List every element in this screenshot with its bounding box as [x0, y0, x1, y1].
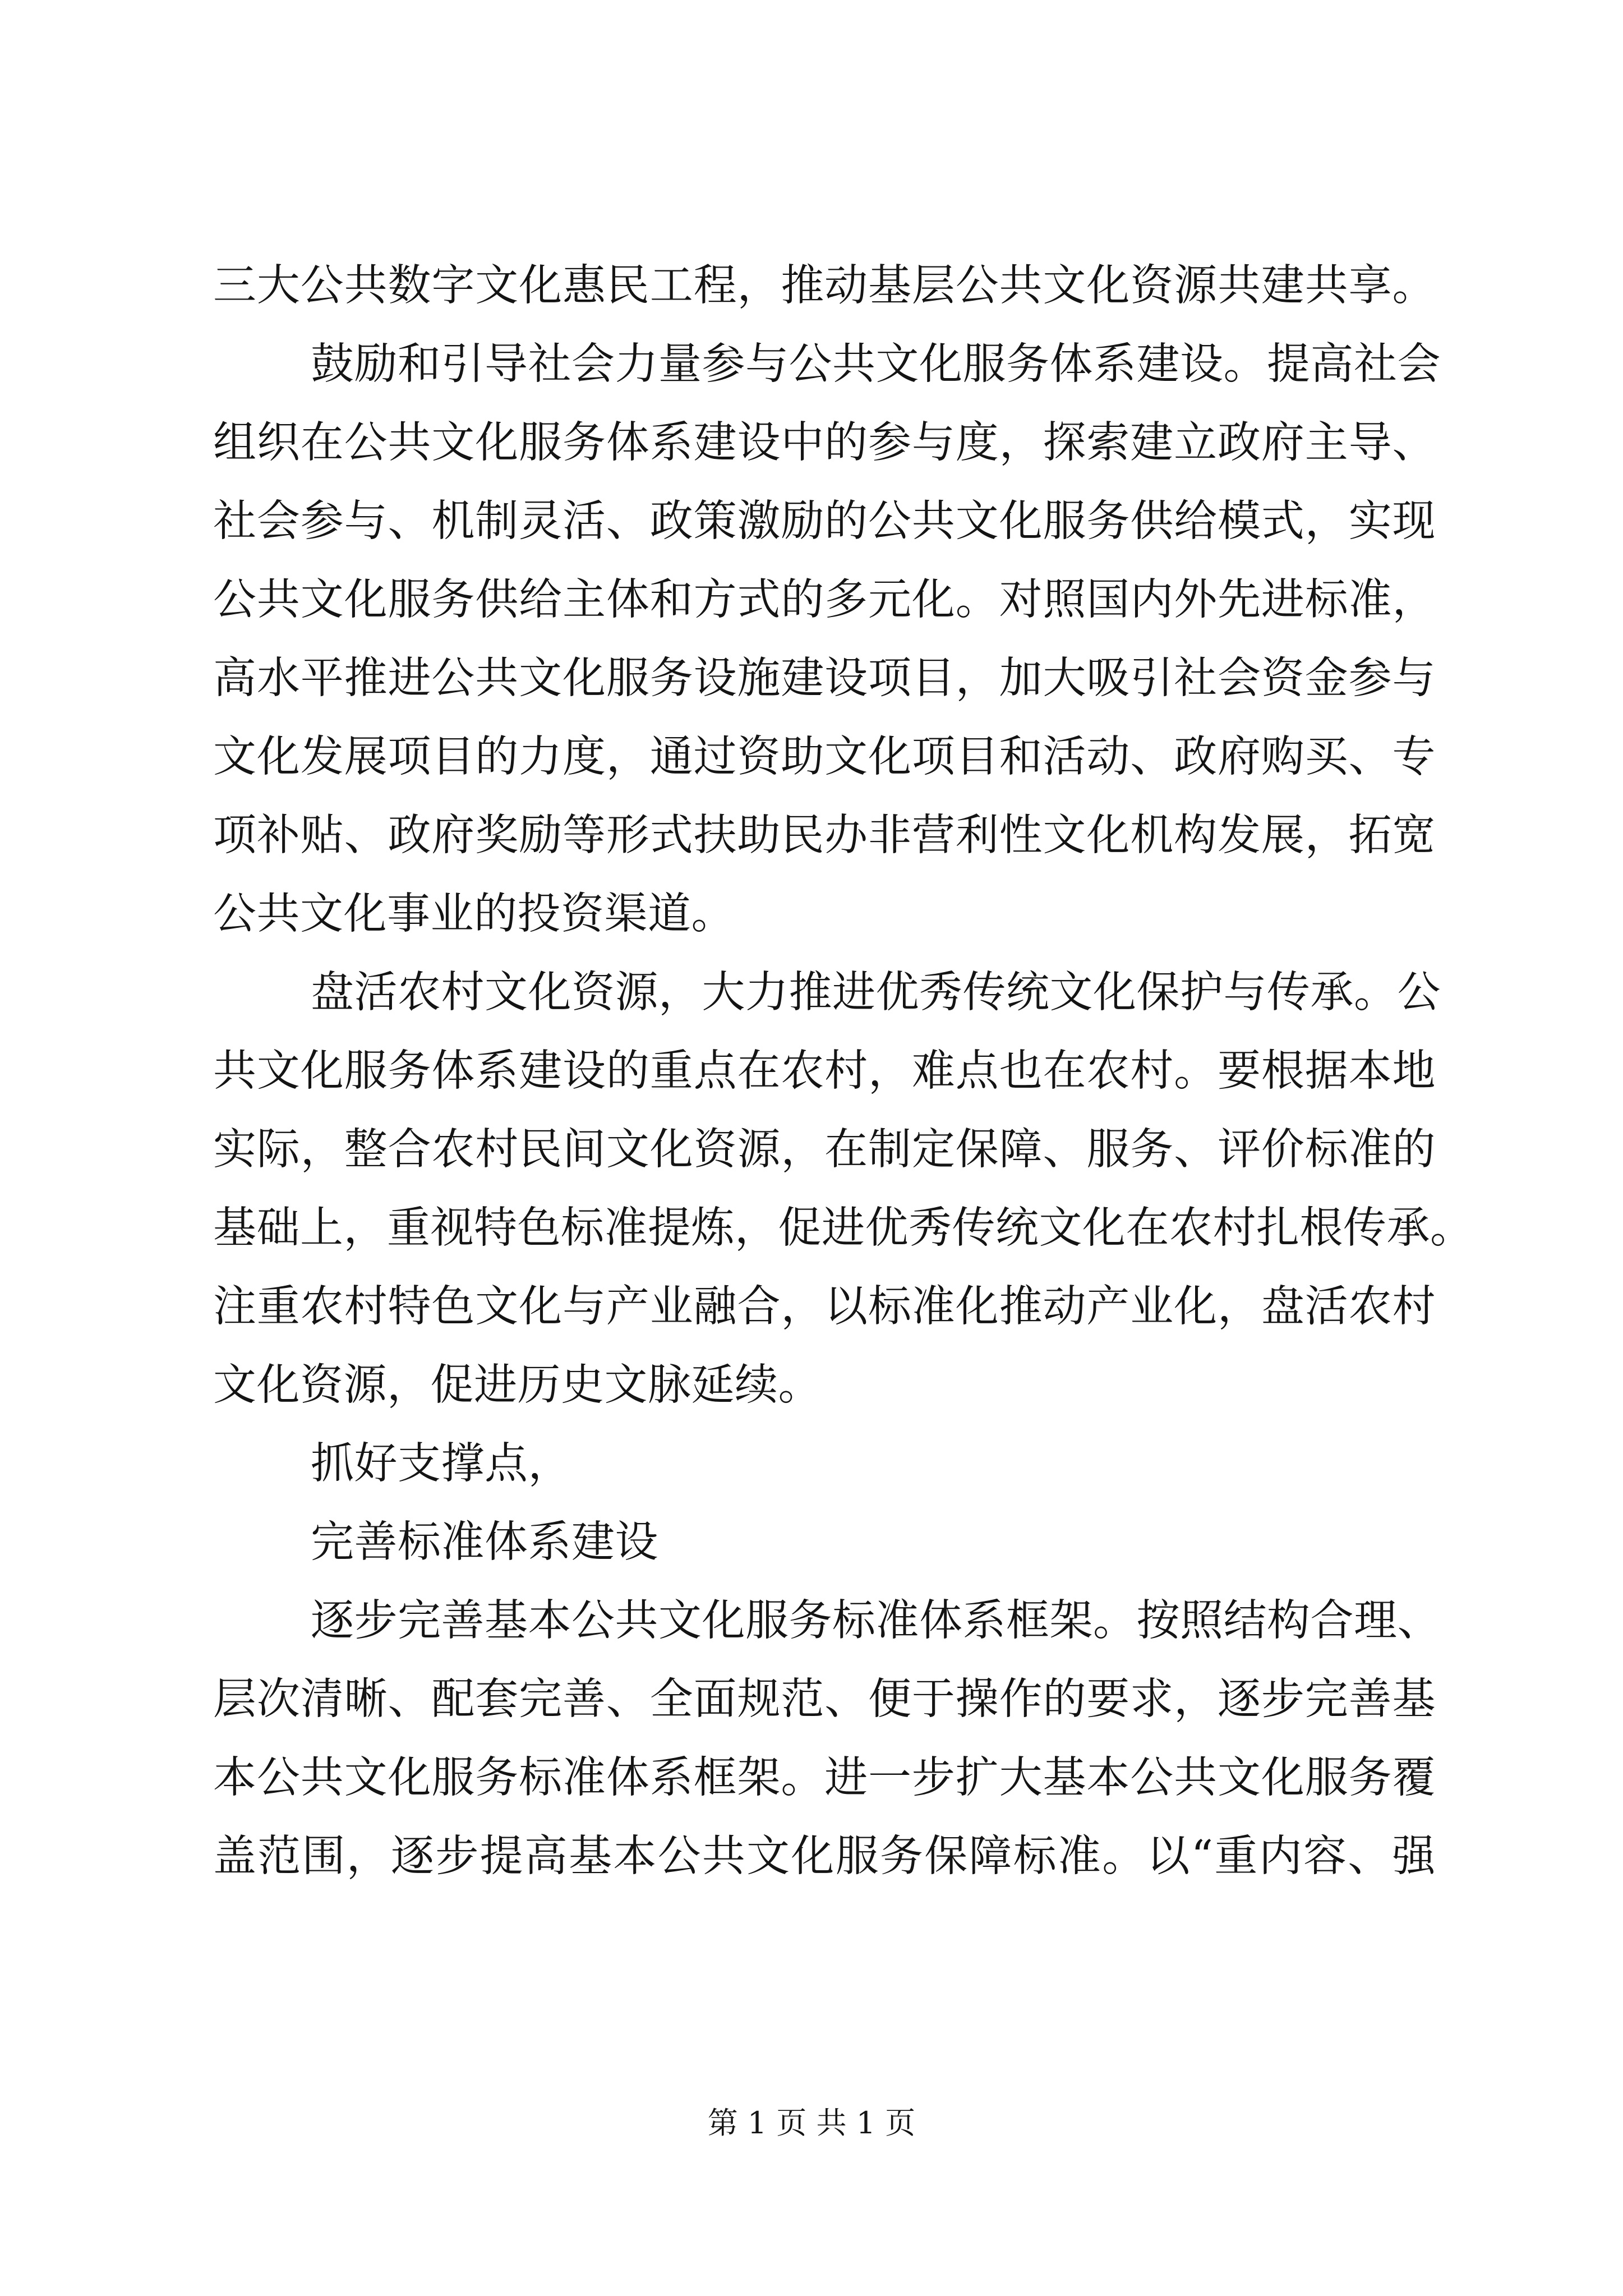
text-line: 基础上，重视特色标准提炼，促进优秀传统文化在农村扎根传承。: [213, 1203, 1474, 1253]
paragraph-end-line: 公共文化事业的投资渠道。: [213, 889, 735, 939]
text-line: 盖范围，逐步提高基本公共文化服务保障标准。以“重内容、强: [213, 1832, 1436, 1881]
text-line: 实际，整合农村民间文化资源，在制定保障、服务、评价标准的: [213, 1125, 1436, 1175]
heading-line: 完善标准体系建设: [311, 1517, 658, 1567]
paragraph-start-line: 鼓励和引导社会力量参与公共文化服务体系建设。提高社会: [311, 339, 1441, 389]
text-line: 三大公共数字文化惠民工程，推动基层公共文化资源共建共享。: [213, 261, 1436, 311]
text-line: 共文化服务体系建设的重点在农村，难点也在农村。要根据本地: [213, 1046, 1436, 1096]
body-text: [213, 247, 1474, 1896]
paragraph-start-line: 盘活农村文化资源，大力推进优秀传统文化保护与传承。公: [311, 968, 1441, 1018]
text-line: 社会参与、机制灵活、政策激励的公共文化服务供给模式，实现: [213, 496, 1436, 546]
page-number-footer: 第 1 页 共 1 页: [707, 2105, 916, 2141]
text-line: 文化发展项目的力度，通过资助文化项目和活动、政府购买、专: [213, 732, 1436, 782]
text-line: 项补贴、政府奖励等形式扶助民办非营利性文化机构发展，拓宽: [213, 811, 1436, 861]
text-line: 注重农村特色文化与产业融合，以标准化推动产业化，盘活农村: [213, 1282, 1436, 1332]
text-line: 层次清晰、配套完善、全面规范、便于操作的要求，逐步完善基: [213, 1674, 1436, 1724]
paragraph-end-line: 文化资源，促进历史文脉延续。: [213, 1360, 822, 1410]
text-line: 高水平推进公共文化服务设施建设项目，加大吸引社会资金参与: [213, 654, 1436, 703]
text-line: 组织在公共文化服务体系建设中的参与度，探索建立政府主导、: [213, 418, 1436, 468]
heading-line: 抓好支撑点，: [311, 1439, 571, 1489]
paragraph-start-line: 逐步完善基本公共文化服务标准体系框架。按照结构合理、: [311, 1596, 1441, 1646]
text-line: 公共文化服务供给主体和方式的多元化。对照国内外先进标准，: [213, 575, 1436, 625]
text-line: 本公共文化服务标准体系框架。进一步扩大基本公共文化服务覆: [213, 1753, 1436, 1803]
